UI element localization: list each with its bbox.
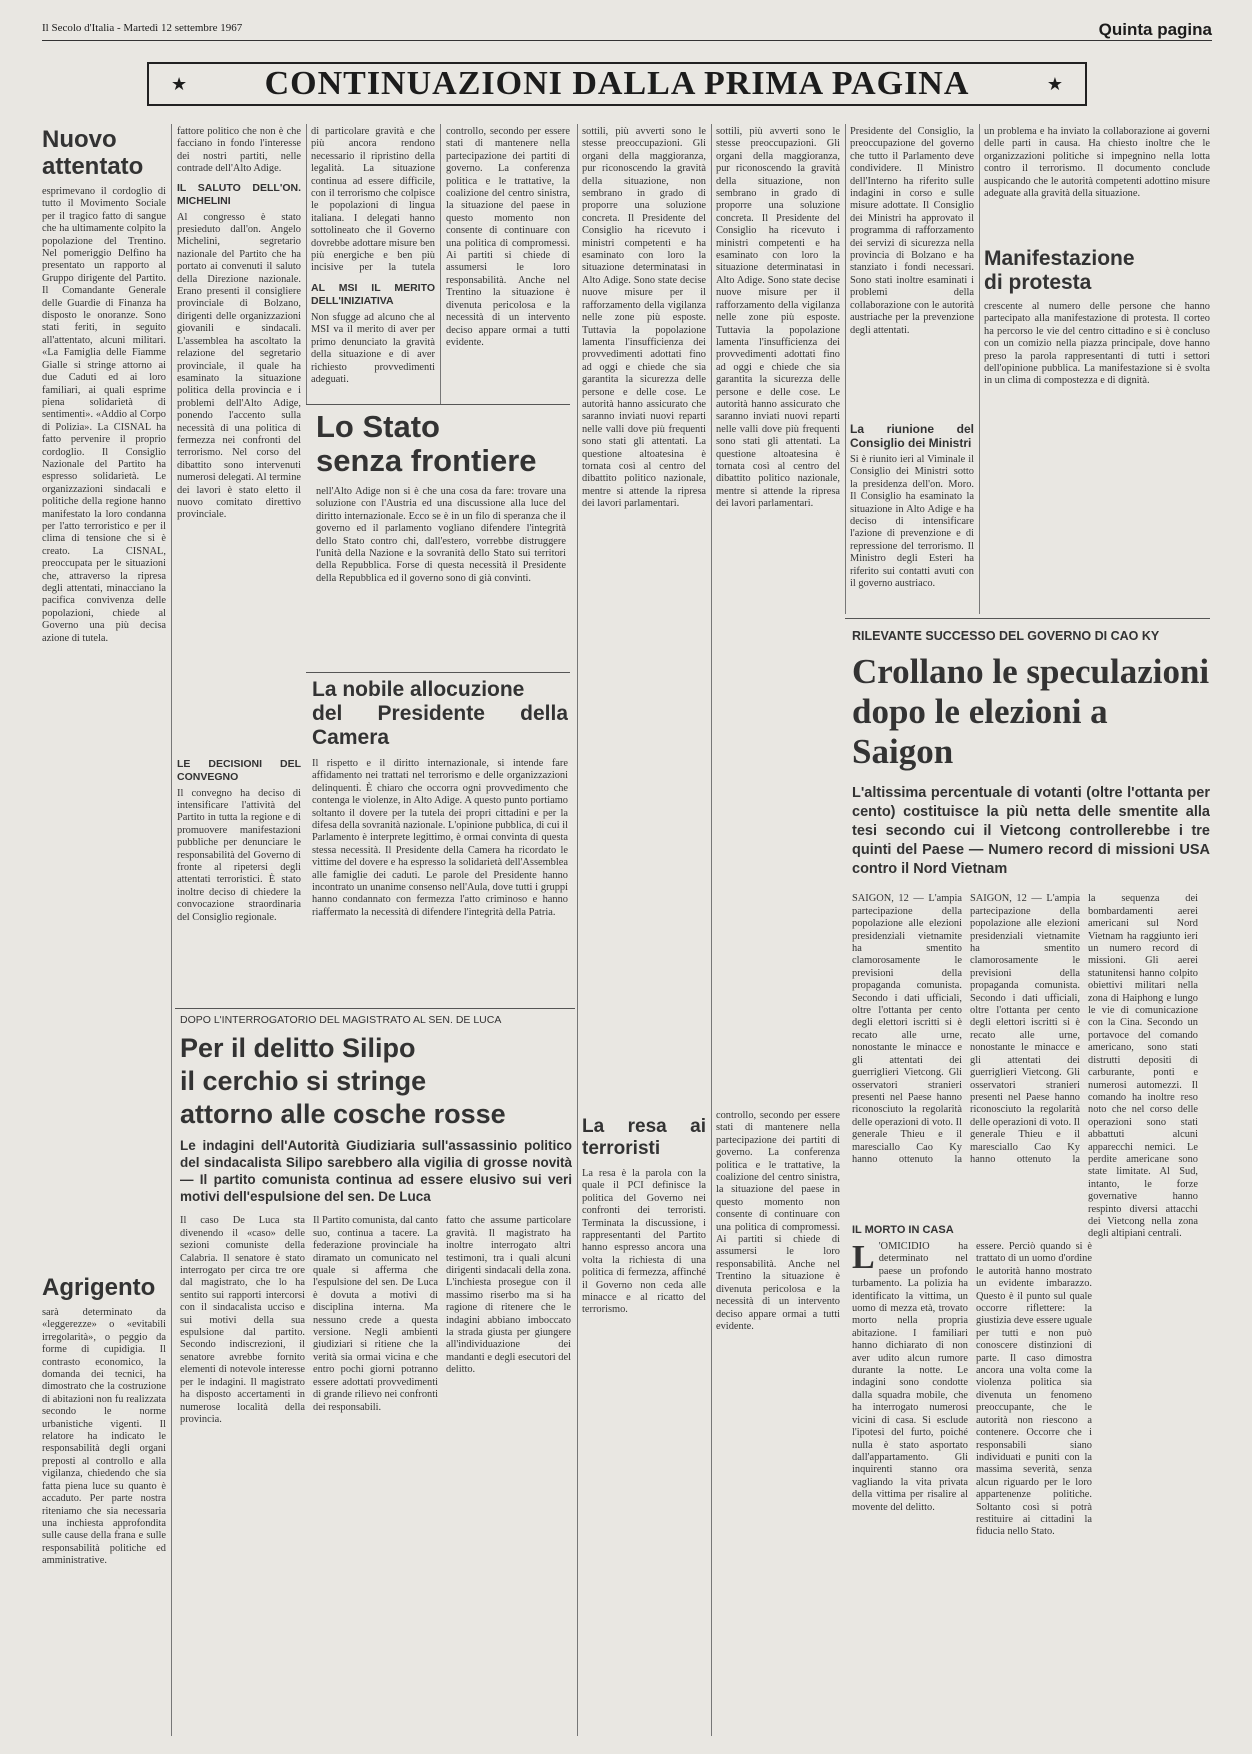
deck-silipo: Le indagini dell'Autorità Giudiziaria sull'assassinio politico del sindacalista Silipo sarebbero alla vigilia di grosse novità — Il partito comunista continua ad essere elusivo sui veri motivi dell'espulsione del sen. De Luca <box>180 1138 572 1205</box>
article-body: controllo, secondo per essere stati di mantenere nella partecipazione dei partiti di governo. La conferenza politica e le trattative, la coalizione del centro sinistra, la situazione del paese in questo momento non consente di continuare con una politica di compromessi. Ai partiti si chiede di assumersi le loro responsabilità. Anche nel Trentino la situazione è divenuta pericolosa e la necessità di un intervento deciso appare ormai a tutti evidente. <box>716 1110 840 1332</box>
headline-silipo-3: attorno alle cosche rosse <box>180 1099 506 1130</box>
column-continuation <box>446 126 570 396</box>
headline-morto-in-casa: IL MORTO IN CASA <box>852 1224 954 1236</box>
article-body: Al congresso è stato presieduto dall'on. Angelo Michelini, segretario nazionale del Partito che ha portato ai convenuti il saluto della Direzione nazionale. Erano presenti il consigliere provinciale di Bolzano, dirigenti delle organizzazioni giovanili e sindacali. L'assemblea ha ascoltato la relazione del segretario provinciale, il quale ha esaminato la situazione politica della provincia e i problemi dell'Alto Adige, ponendo l'accento sulla necessità di una politica di fermezza nei confronti del terrorismo. Nel corso del dibattito sono intervenuti numerosi delegati. Al termine dei lavori è stato eletto il nuovo comitato direttivo provinciale. <box>177 211 301 521</box>
column-consiglio <box>850 126 974 611</box>
article-body: sottili, più avverti sono le stesse preoccupazioni. Gli organi della maggioranza, pur riconoscendo la gravità della situazione, non sembrano in grado di proporre una soluzione concreta. Il Presidente del Consiglio ha ricevuto i ministri competenti e ha esaminato con loro la situazione determinatasi in Alto Adige. Sono state decise nuove misure per il rafforzamento della vigilanza nelle zone più esposte. Tuttavia la popolazione lamenta l'insufficienza dei provvedimenti adottati fino ad oggi e chiede che sia garantita la sicurezza delle persone e delle cose. Le autorità hanno assicurato che saranno inviati nuovi reparti nelle valli dove più frequenti sono stati gli attentati. La questione altoatesina è tornata così al centro del dibattito politico nazionale, mentre si attende la ripresa dei lavori parlamentari. <box>582 126 706 510</box>
article-body: nell'Alto Adige non si è che una cosa da fare: trovare una soluzione con l'Austria ed una discussione alla luce del diritto internazionale. Ecco se è in un filo di speranza che il governo ed il parlamento vogliano difendere l'integrità dello Stato contro chi, dall'estero, vorrebbe distruggere l'unità della Nazione e la sovranità dello Stato sui territori della Repubblica. Forse di questa necessità il Presidente della Repubblica ed il governo sono di già convinti. <box>316 486 566 584</box>
column-rule <box>845 124 846 614</box>
column-rule <box>577 124 578 1736</box>
article-body: crescente al numero delle persone che hanno partecipato alla manifestazione di protesta. Il corteo ha percorso le vie del centro cittadino e si è concluso con un comizio nella piazza principale, dove hanno preso la parola rappresentanti di tutti i settori dell'opinione pubblica. La manifestazione si è svolta in un clima di compostezza e di dignità. <box>984 301 1210 387</box>
box-rule <box>306 672 570 673</box>
headline-senza-frontiere: senza frontiere <box>316 443 537 478</box>
masthead-date: Il Secolo d'Italia - Martedì 12 settembre 1967 <box>42 22 243 34</box>
article-la-resa <box>582 1110 706 1736</box>
headline-saigon: dopo le elezioni a Saigon <box>852 692 1108 772</box>
article-body: La resa è la parola con la quale il PCI definisce la politica del Governo nei confronti dei terroristi. Terminata la discussione, i rappresentanti del Partito hanno espresso ancora una volta la richiesta di una politica di fermezza, affinché il Governo non ceda alle minacce e al ricatto del terrorismo. <box>582 1168 706 1316</box>
article-body: 'OMICIDIO ha determinato nel paese un profondo turbamento. La polizia ha identificato la vittima, un uomo di mezza età, trovato morto nella propria abitazione. I familiari hanno dichiarato di non aver udito alcun rumore durante la notte. Le indagini sono condotte dalla squadra mobile, che ha interrogato numerosi vicini di casa. Si esclude l'ipotesi del furto, poiché nulla è stato asportato dall'appartamento. Gli inquirenti stanno ora vagliando la vita privata della vittima per risalire al movente del delitto. <box>852 1241 968 1513</box>
star-icon: ★ <box>1046 73 1063 94</box>
article-silipo <box>180 1014 572 1736</box>
masthead-page-label: Quinta pagina <box>1098 20 1212 39</box>
column-rule <box>171 124 172 1736</box>
article-body: esprimevano il cordoglio di tutto il Movimento Sociale per il tragico fatto di sangue che ha ultimamente colpito la popolazione del Trentino. Nel pomeriggio Delfino ha presentato un rapporto al Gruppo dirigente del Partito. Il Comandante Generale delle Guardie di Finanza ha disposto le onoranze. Sono stati feriti, in seguito all'attentato, alcuni militari. «La Famiglia delle Fiamme Gialle si stringe attorno ai due Caduti ed ai loro familiari, ai quali esprime piena solidarietà di sentimenti». «Addio al Corpo di Polizia». La CISNAL ha fatto pervenire il proprio cordoglio. Il Consiglio Nazionale del Partito ha espresso solidarietà. Le organizzazioni sindacali e politiche della regione hanno manifestato la loro condanna per l'atto terroristico e per il clima di tensione che si è creato. La CISNAL, preoccupata per le situazioni che, attraverso la ripresa degli attentati, minacciano la pacifica convivenza delle popolazioni, chiede al Governo una più decisa azione di tutela. <box>42 186 166 644</box>
article-body: SAIGON, 12 — L'ampia partecipazione della popolazione alle elezioni presidenziali vietnamite ha smentito clamorosamente le previsioni della propaganda comunista. Secondo i dati ufficiali, oltre l'ottanta per cento degli elettori iscritti si è recato alle urne, nonostante le minacce e gli attentati dei guerriglieri Vietcong. Gli osservatori stranieri presenti nel Paese hanno riconosciuto la regolarità delle operazioni di voto. Il generale Thieu e il maresciallo Cao Ky hanno ottenuto la <box>970 893 1080 1164</box>
headline-la-resa: La resa ai terroristi <box>582 1116 706 1159</box>
kicker-silipo: DOPO L'INTERROGATORIO DEL MAGISTRATO AL SEN. DE LUCA <box>180 1014 502 1026</box>
box-rule <box>175 1008 575 1009</box>
article-body: un problema e ha inviato la collaborazione ai governi delle parti in causa. Ha chiesto inoltre che le organizzazioni politiche si impegnino nella lotta contro il terrorismo. Il documento conclude auspicando che le autorità competenti adottino misure adeguate alla gravità della situazione. <box>984 126 1210 200</box>
column-6 <box>582 126 706 1101</box>
article-body: sottili, più avverti sono le stesse preoccupazioni. Gli organi della maggioranza, pur riconoscendo la gravità della situazione, non sembrano in grado di proporre una soluzione concreta. Il Presidente del Consiglio ha ricevuto i ministri competenti e ha esaminato con loro la situazione determinatasi in Alto Adige. Sono state decise nuove misure per il rafforzamento della vigilanza nelle zone più esposte. Tuttavia la popolazione lamenta l'insufficienza dei provvedimenti adottati fino ad oggi e chiede che sia garantita la sicurezza delle persone e delle cose. Le autorità hanno assicurato che saranno inviati nuovi reparti nelle valli dove più frequenti sono stati gli attentati. La questione altoatesina è tornata così al centro del dibattito politico nazionale, mentre si attende la ripresa dei lavori parlamentari. <box>716 126 840 510</box>
article-body: fattore politico che non è che facciano in fondo l'interesse dei nostri partiti, nelle contrade dell'Alto Adige. <box>177 126 301 175</box>
headline-nuovo-attentato: Nuovo attentato <box>42 126 144 180</box>
deck-cao-ky: L'altissima percentuale di votanti (oltre l'ottanta per cento) costituisce la più netta delle smentite alla tesi secondo cui il Vietcong controllerebbe i tre quinti del Paese — Numero record di missioni USA contro il Nord Vietnam <box>852 785 1210 878</box>
article-body: Il rispetto e il diritto internazionale, si intende fare affidamento nei trattati nel terrorismo e delle organizzazioni delinquenti. È chiaro che occorra ogni provvedimento che contenga le violenze, in Alto Adige. A questo punto portiamo soltanto il dovere per la tutela dei propri cittadini e per la difesa della sovranità nazionale. L'opinione pubblica, di cui il Parlamento è interprete legittimo, è ormai convinta di questa stessa necessità. Il Presidente della Camera ha ricordato le vittime del dovere e ha espresso la solidarietà dell'Assemblea alle famiglie dei caduti. Le parole del Presidente hanno incontrato un unanime consenso nell'Aula, dove tutti i gruppi hanno condannato con fermezza l'atto criminoso e hanno riaffermato la necessità di difendere l'integrità della Patria. <box>312 758 568 918</box>
article-body: Il caso De Luca sta divenendo il «caso» delle sezioni comuniste della Calabria. Il senatore è stato interrogato per circa tre ore dal magistrato, che lo ha sentito sui rapporti intercorsi con il sindacalista ucciso e sui motivi della sua espulsione dal partito. Secondo indiscrezioni, il senatore avrebbe fornito elementi di notevole interesse per le indagini. Il magistrato ha disposto accertamenti in numerose località della provincia. <box>180 1215 305 1425</box>
column-7-lower <box>716 1110 840 1736</box>
column-7 <box>716 126 840 1101</box>
headline-presidente-camera: del Presidente della Camera <box>312 702 568 749</box>
column-rule <box>306 124 307 404</box>
article-body: Si è riunito ieri al Viminale il Consiglio dei Ministri sotto la presidenza dell'on. Moro. Il Consiglio ha esaminato la situazione in Alto Adige e ha deciso di intensificare l'azione di prevenzione e di repressione del terrorismo. Il Ministro degli Esteri ha riferito sui contatti avuti con il governo austriaco. <box>850 454 974 590</box>
article-body: controllo, secondo per essere stati di mantenere nella partecipazione dei partiti di governo. La conferenza politica e le trattative, la coalizione del centro sinistra, la situazione del paese in questo momento non consente di continuare con una politica di compromessi. Ai partiti si chiede di assumersi le loro responsabilità. Anche nel Trentino la situazione è divenuta pericolosa e la necessità di un intervento deciso appare ormai a tutti evidente. <box>446 126 570 348</box>
article-body: Non sfugge ad alcuno che al MSI va il merito di aver per primo denunciato la gravità della situazione e di aver richiesto provvedimenti adeguati. <box>311 312 435 386</box>
article-body: essere. Perciò quando si è trattato di un uomo d'ordine le autorità hanno mostrato un evidente imbarazzo. Questo è il punto sul quale occorre riflettere: la giustizia deve essere uguale per tutti e non può conoscere distinzioni di parte. Il caso dimostra ancora una volta come la violenza politica sia divenuta un fenomeno preoccupante, che le autorità non riescono a contenere. Occorre che i responsabili siano individuati e puniti con la massima severità, senza alcun riguardo per le loro appartenenze politiche. Soltanto così si potrà restituire ai cittadini la fiducia nello Stato. <box>976 1241 1092 1538</box>
column-msi-merito <box>311 126 435 396</box>
column-rule <box>711 124 712 1736</box>
article-body: la sequenza dei bombardamenti aerei americani sul Nord Vietnam ha raggiunto ieri un numero record di missioni. Gli aerei statunitensi hanno colpito obiettivi militari nella zona di Haiphong e lungo le vie di comunicazione con la Cina. Secondo un portavoce del comando americano, sono stati distrutti depositi di carburante, ponti e numerosi automezzi. Il comando ha inoltre reso noto che nel corso delle operazioni sono stati abbattuti alcuni apparecchi nemici. Le perdite americane sono state limitate. Al Sud, intanto, le forze governative hanno respinto diversi attacchi dei Vietcong nella zona degli altipiani centrali. <box>1088 893 1198 1240</box>
article-body: Presidente del Consiglio, la preoccupazione del governo che tutto il Parlamento deve condividere. Il Ministro dell'Interno ha riferito sulle indagini in corso e sulle misure adottate. Il Consiglio dei Ministri ha approvato il programma di rafforzamento dei servizi di sicurezza nella provincia di Bolzano e ha stanziato i fondi necessari. Sono stati inoltre esaminati i problemi della collaborazione con le autorità austriache per la prevenzione degli attentati. <box>850 126 974 336</box>
headline-lo-stato: Lo Stato <box>316 410 440 444</box>
article-body: sarà determinato da «leggerezze» o «evitabili irregolarità», o peggio da forme di cupidigia. Il contrasto economico, la domanda dei tecnici, ha dimostrato che la costruzione di abitazioni non fu realizzata secondo le norme urbanistiche vigenti. Il relatore ha indicato le responsabilità degli organi preposti al controllo e alla vigilanza, chiedendo che sia fatta piena luce su quanto è accaduto. Per parte nostra riteniamo che sia necessaria una inchiesta approfondita sulle cause della frana e sulle responsabilità politiche ed amministrative. <box>42 1307 166 1567</box>
headline-manifestazione: Manifestazione di protesta <box>984 247 1135 294</box>
continuations-banner <box>147 62 1087 106</box>
article-body: Il convegno ha deciso di intensificare l'attività del Partito in tutta la regione e di promuovere manifestazioni pubbliche per denunciare le responsabilità del Governo di fronte al ripetersi degli attentati terroristici. È stato inoltre deciso di chiedere la convocazione straordinaria del Consiglio regionale. <box>177 787 301 923</box>
star-icon: ★ <box>171 73 188 94</box>
article-body: SAIGON, 12 — L'ampia partecipazione della popolazione alle elezioni presidenziali vietnamite ha smentito clamorosamente le previsioni della propaganda comunista. Secondo i dati ufficiali, oltre l'ottanta per cento degli elettori iscritti si è recato alle urne, nonostante le minacce e gli attentati dei guerriglieri Vietcong. Gli osservatori stranieri presenti nel Paese hanno riconosciuto la regolarità delle operazioni di voto. Il generale Thieu e il maresciallo Cao Ky hanno ottenuto la <box>852 893 962 1164</box>
article-body: Il Partito comunista, dal canto suo, continua a tacere. La federazione provinciale ha diramato un comunicato nel quale si afferma che l'espulsione del sen. De Luca è dovuta a motivi di disciplina interna. Ma nessuno crede a questa versione. Negli ambienti giudiziari si ritiene che la verità sia ormai vicina e che entro pochi giorni potranno essere adottati provvedimenti di grande rilievo nei confronti dei responsabili. <box>313 1215 438 1413</box>
headline-agrigento: Agrigento <box>42 1274 156 1301</box>
banner-title: CONTINUAZIONI DALLA PRIMA PAGINA <box>264 65 970 102</box>
box-rule <box>845 618 1210 619</box>
article-body: fatto che assume particolare gravità. Il magistrato ha inoltre interrogato altri testimoni, tra i quali alcuni dirigenti sindacali della zona. L'inchiesta prosegue con il massimo riserbo ma si ha ragione di ritenere che le indagini abbiano imboccato la strada giusta per giungere all'individuazione dei mandanti e degli esecutori del delitto. <box>446 1215 571 1376</box>
column-rule <box>979 124 980 614</box>
top-rule <box>42 40 1212 41</box>
subhead-decisioni: LE DECISIONI DEL CONVEGNO <box>177 757 301 783</box>
subhead-riunione: La riunione del Consiglio dei Ministri <box>850 422 974 450</box>
subhead-msi-merito: AL MSI IL MERITO DELL'INIZIATIVA <box>311 282 435 307</box>
article-lo-stato <box>316 410 566 670</box>
headline-nobile: La nobile allocuzione <box>312 678 525 701</box>
article-nobile-allocuzione <box>312 678 568 1008</box>
subhead-saluto: IL SALUTO DELL'ON. MICHELINI <box>177 181 301 207</box>
article-morto-in-casa <box>852 1218 1092 1736</box>
column-nuovo-attentato <box>42 126 166 1736</box>
dropcap: L <box>852 1239 875 1276</box>
kicker-cao-ky: RILEVANTE SUCCESSO DEL GOVERNO DI CAO KY <box>852 630 1160 643</box>
box-rule <box>306 404 570 405</box>
headline-silipo-2: il cerchio si stringe <box>180 1066 427 1097</box>
article-body: di particolare gravità e che più ancora rendono necessario il ripristino della legalità. La situazione continua ad essere difficile, con il terrorismo che colpisce le popolazioni di lingua italiana. I delegati hanno sottolineato che il Governo dovrebbe adottare misure ben più energiche e ben più incisive per la tutela <box>311 126 435 274</box>
headline-crollano: Crollano le speculazioni <box>852 652 1210 692</box>
column-manifestazione <box>984 126 1210 611</box>
column-rule <box>440 124 441 404</box>
headline-silipo-1: Per il delitto Silipo <box>180 1033 416 1064</box>
column-congresso <box>177 126 301 986</box>
